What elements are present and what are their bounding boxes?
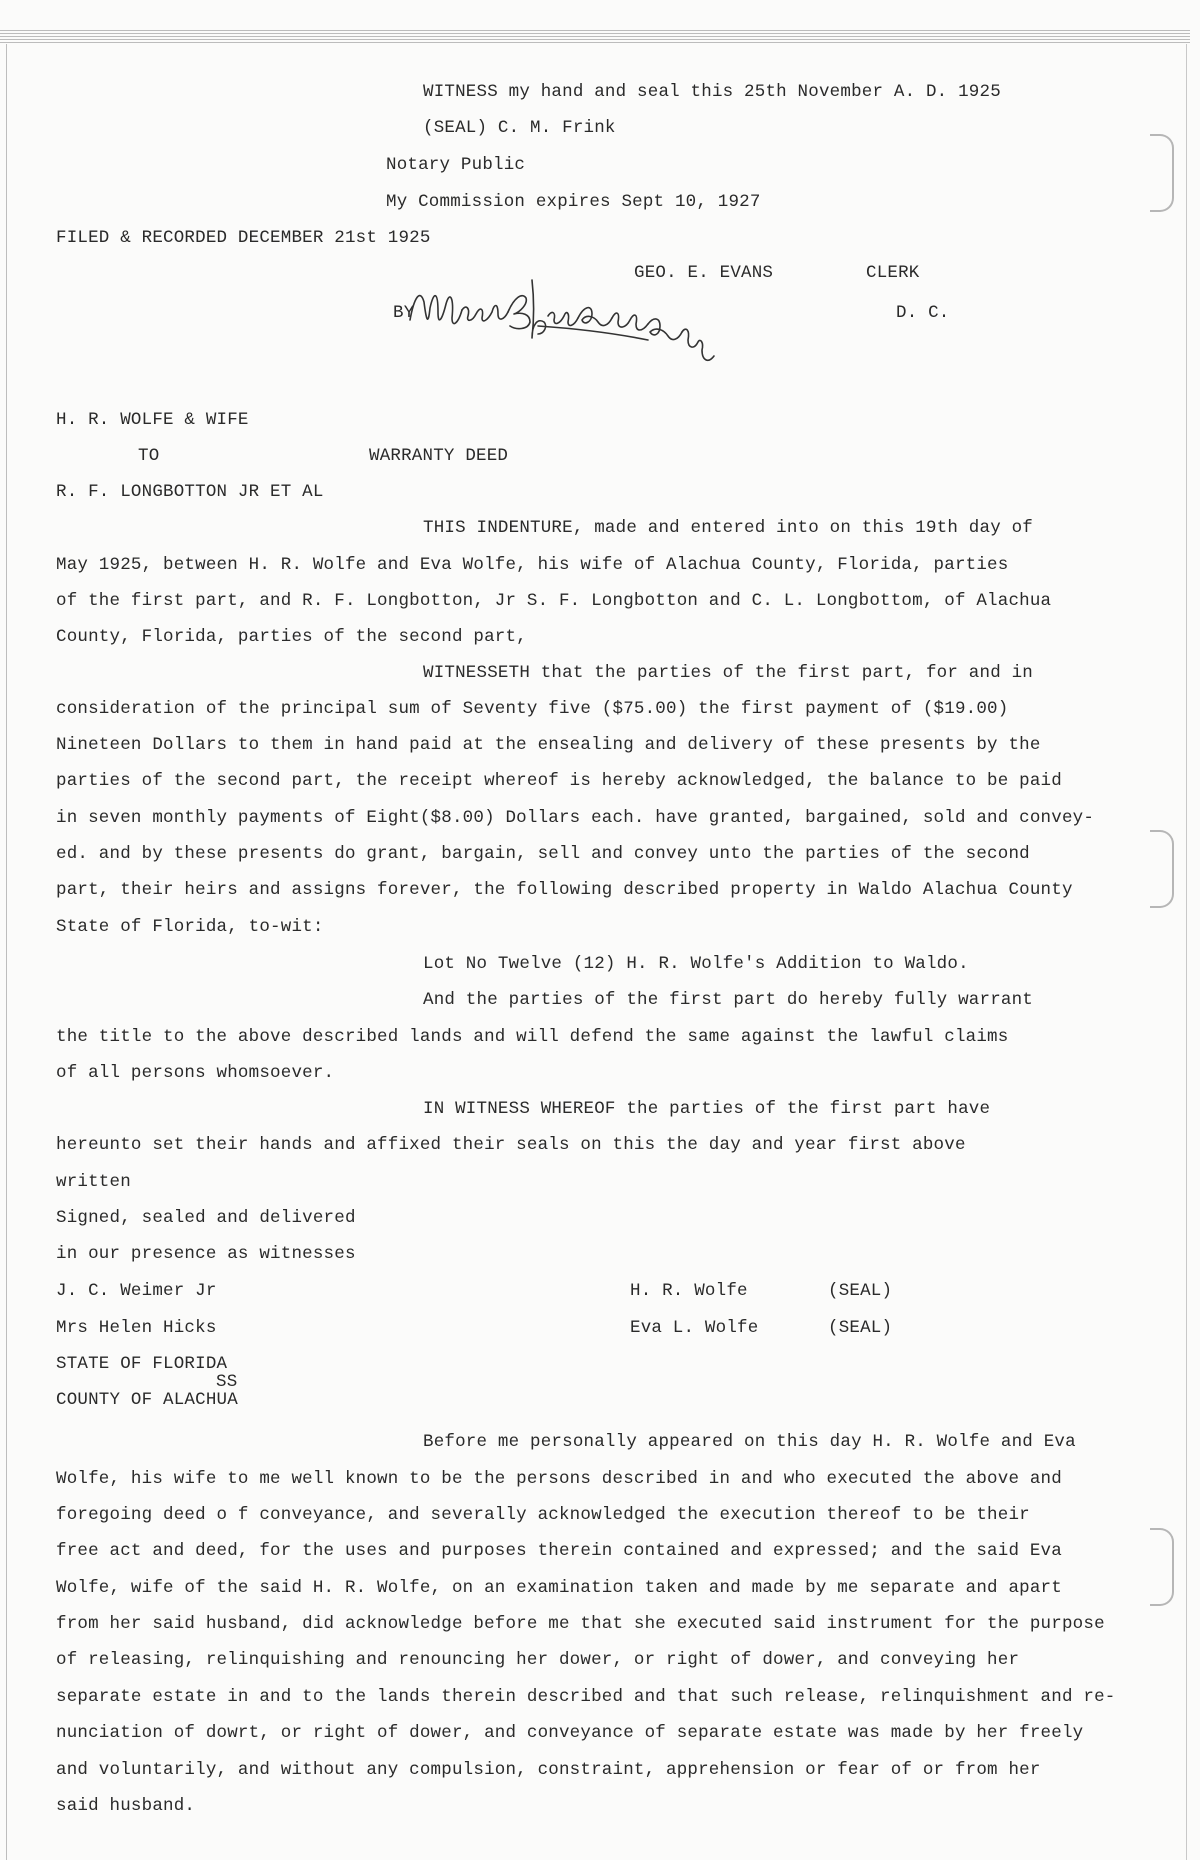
deed-line: May 1925, between H. R. Wolfe and Eva Wolfe, his wife of Alachua County, Florida, parties	[56, 555, 1009, 575]
seal-mark: (SEAL)	[828, 1281, 893, 1301]
witness-name: Mrs Helen Hicks	[56, 1318, 217, 1338]
notary-title: Notary Public	[386, 155, 526, 175]
deed-line: WITNESSETH that the parties of the first part, for and in	[423, 663, 1033, 683]
acknowledgment-line: nunciation of dowrt, or right of dower, and conveyance of separate estate was made by her freely	[56, 1723, 1084, 1743]
acknowledgment-line: Wolfe, wife of the said H. R. Wolfe, on an examination taken and made by me separate and apart	[56, 1578, 1062, 1598]
notary-witness-line: WITNESS my hand and seal this 25th November A. D. 1925	[423, 82, 1001, 102]
notary-commission: My Commission expires Sept 10, 1927	[386, 192, 761, 212]
acknowledgment-line: Before me personally appeared on this day H. R. Wolfe and Eva	[423, 1432, 1076, 1452]
deed-line: consideration of the principal sum of Seventy five ($75.00) the first payment of ($19.00)	[56, 699, 1009, 719]
deed-line: in seven monthly payments of Eight($8.00) Dollars each. have granted, bargained, sold and convey-	[56, 808, 1095, 828]
venue-ss: SS	[216, 1372, 238, 1392]
binder-ring-bottom	[1150, 1528, 1174, 1606]
deed-line: of the first part, and R. F. Longbotton, Jr S. F. Longbotton and C. L. Longbottom, of Alachua	[56, 591, 1052, 611]
acknowledgment-line: of releasing, relinquishing and renouncing her dower, or right of dower, and conveying her	[56, 1650, 1020, 1670]
deed-line: County, Florida, parties of the second part,	[56, 627, 527, 647]
left-page-edge	[6, 44, 7, 1860]
deed-line: parties of the second part, the receipt whereof is hereby acknowledged, the balance to be paid	[56, 771, 1062, 791]
clerk-title: CLERK	[866, 263, 920, 283]
clerk-name: GEO. E. EVANS	[634, 263, 774, 283]
binder-ring-top	[1150, 134, 1174, 212]
venue-state: STATE OF FLORIDA	[56, 1354, 228, 1374]
acknowledgment-line: said husband.	[56, 1796, 196, 1816]
right-margin-rule	[1186, 44, 1187, 1860]
signed-sealed-line: Signed, sealed and delivered	[56, 1208, 356, 1228]
seal-mark: (SEAL)	[828, 1318, 893, 1338]
venue-county: COUNTY OF ALACHUA	[56, 1390, 238, 1410]
property-description: Lot No Twelve (12) H. R. Wolfe's Addition to Waldo.	[423, 954, 969, 974]
acknowledgment-line: separate estate in and to the lands therein described and that such release, relinquishment and re-	[56, 1687, 1116, 1707]
acknowledgment-line: and voluntarily, and without any compulsion, constraint, apprehension or fear of or from her	[56, 1760, 1041, 1780]
acknowledgment-line: foregoing deed o f conveyance, and severally acknowledged the execution thereof to be their	[56, 1505, 1030, 1525]
caption-grantor: H. R. WOLFE & WIFE	[56, 410, 249, 430]
deed-line: of all persons whomsoever.	[56, 1063, 335, 1083]
binder-ring-middle	[1150, 830, 1174, 908]
grantor-signature: H. R. Wolfe	[630, 1281, 748, 1301]
deed-line: hereunto set their hands and affixed their seals on this the day and year first above	[56, 1135, 966, 1155]
grantor-signature: Eva L. Wolfe	[630, 1318, 759, 1338]
notary-seal-name: (SEAL) C. M. Frink	[423, 118, 616, 138]
acknowledgment-line: Wolfe, his wife to me well known to be the persons described in and who executed the above and	[56, 1469, 1062, 1489]
deed-line: THIS INDENTURE, made and entered into on this 19th day of	[423, 518, 1033, 538]
by-label: BY	[393, 303, 415, 323]
acknowledgment-line: from her said husband, did acknowledge before me that she executed said instrument for the purpose	[56, 1614, 1105, 1634]
deputy-clerk-title: D. C.	[896, 303, 950, 323]
acknowledgment-line: free act and deed, for the uses and purposes therein contained and expressed; and the said Eva	[56, 1541, 1062, 1561]
deed-line: part, their heirs and assigns forever, the following described property in Waldo Alachua County	[56, 880, 1073, 900]
witness-name: J. C. Weimer Jr	[56, 1281, 217, 1301]
presence-line: in our presence as witnesses	[56, 1244, 356, 1264]
filed-recorded-line: FILED & RECORDED DECEMBER 21st 1925	[56, 228, 431, 248]
deed-line: written	[56, 1172, 131, 1192]
deed-line: ed. and by these presents do grant, bargain, sell and convey unto the parties of the second	[56, 844, 1030, 864]
deed-line: the title to the above described lands and will defend the same against the lawful claims	[56, 1027, 1009, 1047]
caption-to: TO	[138, 446, 160, 466]
deed-line: And the parties of the first part do hereby fully warrant	[423, 990, 1033, 1010]
deputy-clerk-signature	[398, 268, 754, 378]
caption-grantee: R. F. LONGBOTTON JR ET AL	[56, 482, 324, 502]
deed-line: Nineteen Dollars to them in hand paid at the ensealing and delivery of these presents by the	[56, 735, 1041, 755]
deed-line: IN WITNESS WHEREOF the parties of the first part have	[423, 1099, 991, 1119]
caption-instrument: WARRANTY DEED	[369, 446, 509, 466]
deed-line: State of Florida, to-wit:	[56, 917, 324, 937]
top-border-rule	[0, 30, 1190, 44]
